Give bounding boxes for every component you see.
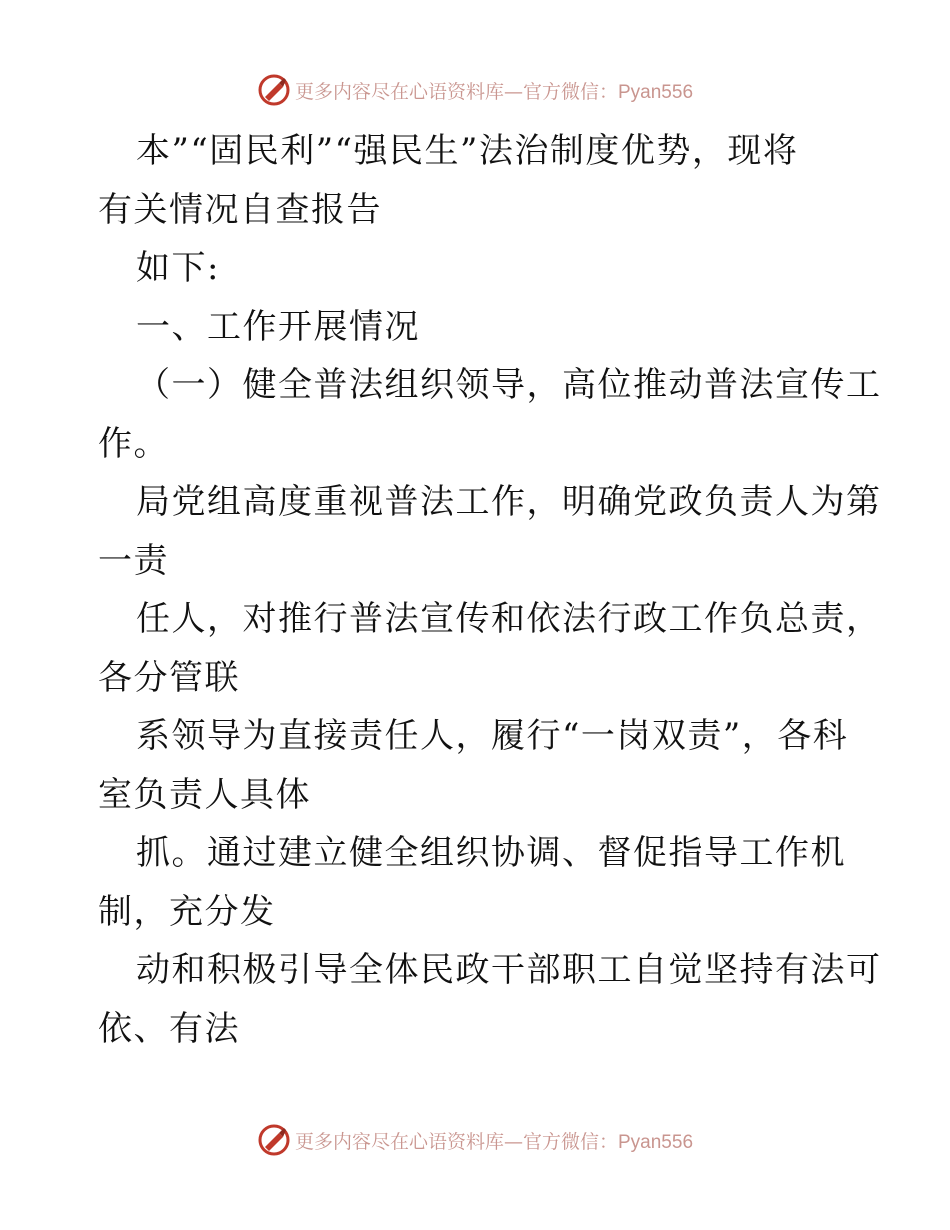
- body-line: 作。: [98, 423, 169, 464]
- header-banner-handle: Pyan556: [618, 81, 694, 103]
- section-heading: 一、工作开展情况: [136, 306, 420, 347]
- body-line: 抓。通过建立健全组织协调、督促指导工作机: [136, 833, 846, 873]
- document-body: [98, 122, 882, 1058]
- body-line: 本”“固民利”“强民生”法治制度优势，现将: [136, 131, 799, 171]
- subsection-heading: （一）健全普法组织领导，高位推动普法宣传工: [136, 365, 882, 405]
- footer-banner-handle: Pyan556: [618, 1131, 694, 1153]
- body-line: 有关情况自查报告: [98, 189, 382, 230]
- body-line: 动和积极引导全体民政干部职工自觉坚持有法可: [136, 950, 882, 990]
- footer-banner-label: 更多内容尽在心语资料库—官方微信：: [294, 1130, 618, 1153]
- red-seal-pen-logo-icon: [257, 73, 291, 107]
- body-line: 各分管联: [98, 657, 240, 698]
- body-line: 局党组高度重视普法工作，明确党政负责人为第: [136, 482, 882, 522]
- body-line: 依、有法: [98, 1008, 240, 1049]
- body-line: 如下:: [136, 248, 220, 288]
- header-banner-label: 更多内容尽在心语资料库—官方微信：: [294, 80, 618, 103]
- header-banner: [0, 68, 950, 112]
- red-seal-pen-logo-icon: [257, 1123, 291, 1157]
- body-line: 任人，对推行普法宣传和依法行政工作负总责，: [136, 599, 882, 639]
- body-line: 室负责人具体: [98, 774, 311, 815]
- body-line: 系领导为直接责任人，履行“一岗双责”，各科: [136, 716, 849, 756]
- header-banner-text: [295, 77, 693, 104]
- footer-banner-text: [295, 1127, 693, 1154]
- footer-banner: [0, 1118, 950, 1162]
- body-line: 制，充分发: [98, 891, 276, 932]
- body-line: 一责: [98, 540, 169, 581]
